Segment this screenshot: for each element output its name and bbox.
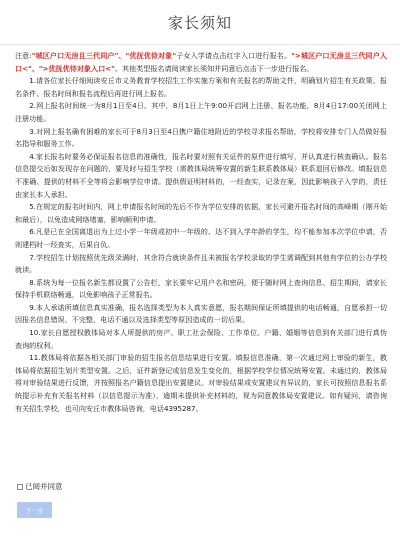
notice-item: 2.网上报名时间统一为8月1日至4日。其中，8月1日上午9:00开启网上注册、报名功能，8月4日17:00关闭网上注册功能。 — [15, 101, 387, 123]
notice-item: 1.请各位家长仔细阅读安丘市义务教育学校招生工作实施方案和有关报名的帮助文件，明确划片招生有关政策、报名条件、报名时间和报名流程后再进行网上报名。 — [15, 76, 387, 98]
notice-item: 8.系统为每一位报名新生都设置了公告栏，家长要牢记用户名和密码，便于随时网上查询信息、招生期间，请家长保持手机联络畅通，以免影响孩子正常报名。 — [15, 277, 387, 300]
notice-item: 3.对网上报名确有困难的家长可于8月3日至4日携户籍住地附近的学校寻求报名帮助，学校将安排专门人员做好报名指导和服务工作。 — [15, 126, 387, 149]
next-step-button[interactable]: 下一步 — [17, 502, 52, 518]
notice-text-1: 子女入学请点击红字入口进行报名。 — [176, 51, 292, 60]
notice-item: 11.教体局将依据各相关部门审验的招生报名信息结果进行安置。填报信息准确，第一次通过网上审验的新生，教体局将依据招生划片类型安置。之后，证件新登记或信息发生变化的，根据学校学位情况统筹安置。未通过的，教体局将对审验结果进行反馈，并按照报名户籍信息提出安置建议。对审验结果或安置建议有异议的，家长可按照信息报名系统提示补充有关报名材料（以信息提示为准），逾期未提供补充材料的，视为同意教体局安置建议。如有疑问，请咨询有关招生学校，也可向安丘市教体局咨询，电话4395287。 — [15, 353, 387, 413]
notice-item: 5.在规定的报名时间内，网上申请报名时间的先后不作为学位安排的依据，家长可避开报名时间的高峰期（刚开始和最后），以免造成网络堵塞，影响顺利申请。 — [15, 202, 387, 224]
page-title: 家长须知 — [167, 14, 232, 32]
notice-paragraph — [0, 45, 400, 75]
consent-checkbox[interactable] — [17, 484, 23, 490]
notice-text-2: 。其他类型报名请阅读家长须知并同意后点击下一步进行报名。 — [114, 63, 314, 73]
consent-label: 已阅并同意 — [25, 482, 63, 491]
red-highlight-categories: "城区户口无房且三代同户"、"优抚优待对象" — [31, 51, 177, 60]
red-entry-links[interactable]: ">城区户口无房且三代同户入口<"、">优抚优待对象入口<" — [15, 51, 387, 73]
notice-items — [0, 75, 400, 415]
notice-item: 9.本人承诺所填信息真实准确，报名选择类型为本人真实意愿，报名期间保证所填提供的电话畅通，自愿承担一切因报名信息错误、不完整、电话不通以及选择类型等原因造成的一切后果。 — [15, 302, 387, 325]
notice-label: 注意: — [15, 51, 32, 60]
notice-item: 10.家长自愿授权教体局对本人所提供的房产、职工社会保险、工作单位、户籍、婚姻等信息到有关部门进行真伪查询的权利。 — [15, 328, 387, 350]
notice-item: 7.学校招生计划按照优先级录满时，其余符合就读条件且未被报名学校录取的学生需调配到其他有学位的公办学校就读。 — [15, 252, 387, 275]
notice-item: 4.家长报名时要务必保证报名信息的准确性，报名时要对照有关证件的原件进行填写，并认真进行核查确认。报名信息提交后如发现存在问题的，要及时与招生学校（需教体局统筹安置的新生联系教体局）联系退回后修改。填报信息不准确、提供的材料不全等将会影响学位申请。提供假证明材料的，一经查实，记录在案，因此影响孩子入学的，责任由家长本人承担。 — [15, 151, 387, 199]
notice-item: 6.凡是已在全国离退出为上过小学一年级或初中一年级的、达不到入学年龄的学生，均不能参加本次学位申请，否则建档时一经查实，后果自负。 — [15, 227, 387, 249]
consent-checkbox-row[interactable] — [17, 481, 63, 492]
